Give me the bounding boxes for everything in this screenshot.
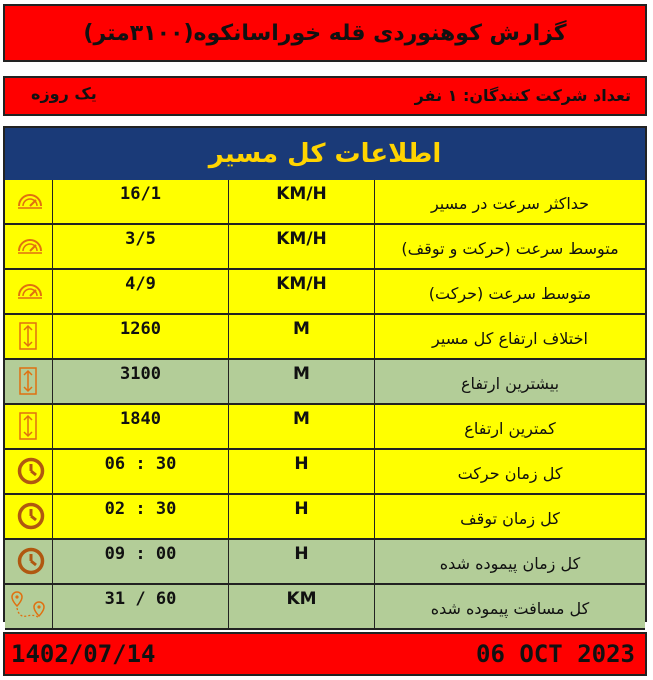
table-heading [5,128,645,180]
row-icon-cell [5,180,53,225]
row-label-cell [375,360,645,405]
row-label-cell [375,180,645,225]
row-label-cell [375,225,645,270]
table-heading-text: اطلاعات کل مسیر [208,139,442,169]
row-value: 3/5 [125,229,156,249]
row-label: کل مسافت پیموده شده [430,599,590,618]
row-value-cell [53,315,229,360]
row-icon-cell [5,540,53,585]
row-unit: M [293,364,310,384]
row-label-cell [375,450,645,495]
report-title: گزارش کوهنوردی قله خوراسانکوه(۳۱۰۰متر) [83,20,567,46]
row-value-cell [53,405,229,450]
row-value-cell [53,180,229,225]
persian-date: 1402/07/14 [11,640,156,668]
row-icon-cell [5,585,53,630]
row-value: 31 / 60 [104,589,177,609]
table-row [5,225,645,270]
row-unit-cell [229,450,375,495]
row-unit-cell [229,495,375,540]
table-row [5,585,645,630]
row-unit-cell [229,180,375,225]
row-value: 06 : 30 [104,454,177,474]
row-icon-cell [5,495,53,540]
row-unit: KM [286,589,317,609]
table-row [5,360,645,405]
row-unit-cell [229,360,375,405]
row-label: کل زمان توقف [460,509,560,528]
row-unit: H [294,499,309,519]
row-icon-cell [5,405,53,450]
participants-text: تعداد شرکت کنندگان: ۱ نفر [414,86,631,105]
row-label-cell [375,315,645,360]
route-info-table [3,126,647,622]
row-label: کمترین ارتفاع [464,419,556,438]
row-value-cell [53,585,229,630]
row-value-cell [53,450,229,495]
row-label: اختلاف ارتفاع کل مسیر [432,329,588,348]
row-value-cell [53,225,229,270]
row-unit-cell [229,540,375,585]
row-icon-cell [5,270,53,315]
table-row [5,450,645,495]
row-unit: KM/H [276,184,327,204]
row-unit: M [293,409,310,429]
table-row [5,540,645,585]
row-unit: KM/H [276,229,327,249]
row-unit-cell [229,405,375,450]
row-icon-cell [5,360,53,405]
duration-text: یک روزه [31,84,97,103]
row-unit: KM/H [276,274,327,294]
row-value: 1840 [120,409,161,429]
row-unit-cell [229,270,375,315]
row-label: کل زمان پیموده شده [439,554,581,573]
row-value-cell [53,495,229,540]
row-label-cell [375,495,645,540]
row-unit: H [294,544,309,564]
table-row [5,315,645,360]
table-row [5,405,645,450]
row-value: 1260 [120,319,161,339]
row-value-cell [53,360,229,405]
row-label-cell [375,540,645,585]
row-value-cell [53,540,229,585]
row-value-cell [53,270,229,315]
info-bar [3,76,647,116]
row-unit: M [293,319,310,339]
row-icon-cell [5,225,53,270]
row-value: 3100 [120,364,161,384]
row-label-cell [375,270,645,315]
row-label: متوسط سرعت (حرکت و توقف) [401,239,619,258]
row-label-cell [375,405,645,450]
row-value: 02 : 30 [104,499,177,519]
row-value: 09 : 00 [104,544,177,564]
row-value: 16/1 [120,184,161,204]
table-row [5,270,645,315]
row-icon-cell [5,450,53,495]
row-unit-cell [229,315,375,360]
row-label: حداکثر سرعت در مسیر [430,194,590,213]
row-value: 4/9 [125,274,156,294]
row-label: بیشترین ارتفاع [460,374,560,393]
row-icon-cell [5,315,53,360]
row-unit: H [294,454,309,474]
gregorian-date: 06 OCT 2023 [476,640,635,668]
report-title-banner [3,4,647,62]
row-label: متوسط سرعت (حرکت) [428,284,592,303]
table-row [5,495,645,540]
row-label: کل زمان حرکت [457,464,563,483]
row-label-cell [375,585,645,630]
date-footer [3,632,647,676]
table-row [5,180,645,225]
row-unit-cell [229,585,375,630]
row-unit-cell [229,225,375,270]
